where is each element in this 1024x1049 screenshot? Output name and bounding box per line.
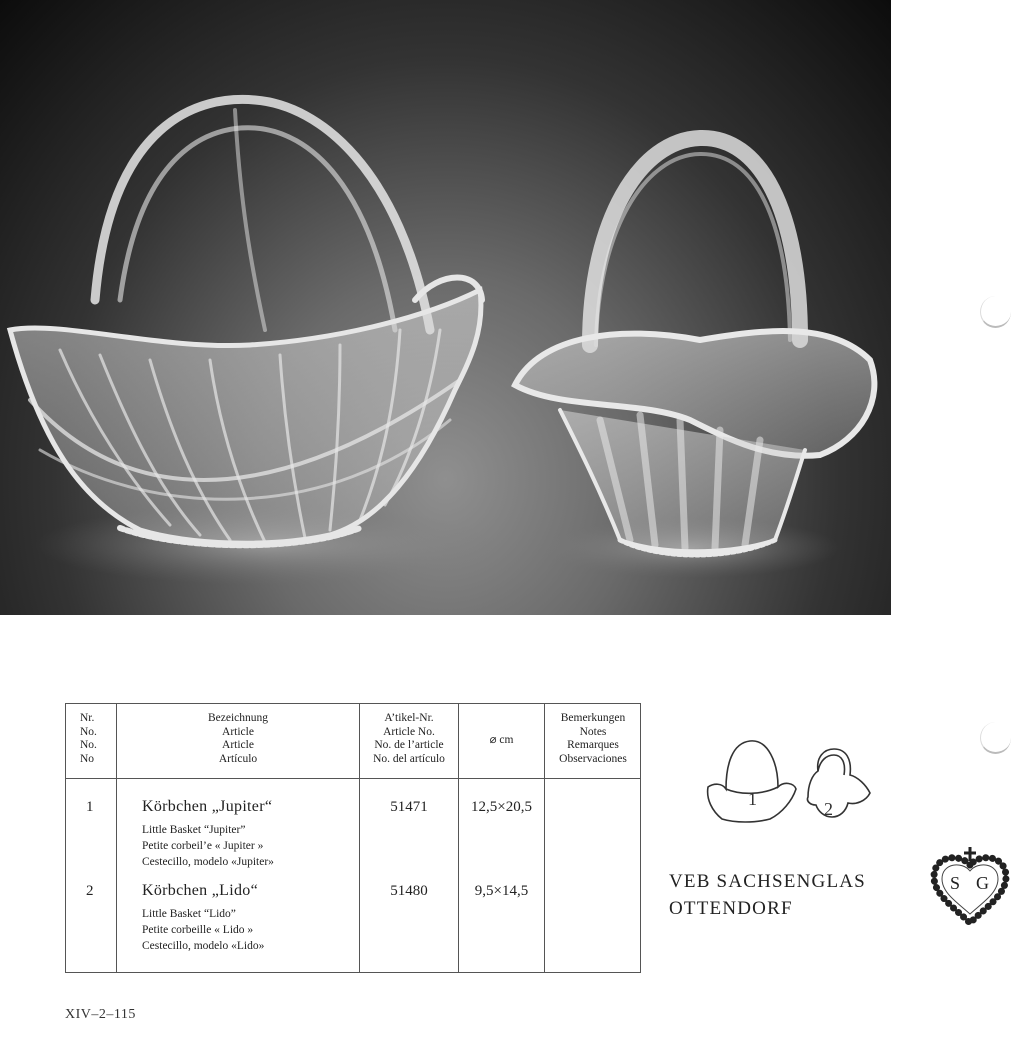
header-notes: Bemerkungen Notes Remarques Observaciones (559, 712, 627, 765)
logo-letter-s: S (950, 873, 961, 893)
row-2-article-no: 51480 (390, 883, 428, 899)
punch-hole-top (980, 296, 1011, 328)
row-1-nr: 1 (86, 799, 94, 815)
sketch-label-1: 1 (748, 789, 757, 809)
article-table (65, 703, 641, 973)
row-1-article-no: 51471 (390, 799, 428, 815)
row-1-size: 12,5×20,5 (471, 799, 532, 815)
header-separator (66, 778, 640, 779)
sachsenglas-heart-logo (926, 845, 1014, 927)
logo-letter-g: G (976, 873, 989, 893)
row-1-name: Körbchen „Jupiter“ (142, 798, 273, 815)
punch-hole-bottom (980, 722, 1011, 754)
sketch-label-2: 2 (824, 799, 833, 819)
header-article-no: A’tikel-Nr. Article No. No. de l’article No. del artículo (373, 712, 445, 765)
row-1-translations: Little Basket “Jupiter” Petite corbeil’e « Jupiter » Cestecillo, modelo «Jupiter» (142, 824, 274, 868)
basket-lido (515, 138, 874, 555)
basket-outline-sketch (700, 735, 880, 830)
row-2-translations: Little Basket “Lido” Petite corbeille « Lido » Cestecillo, modelo «Lido» (142, 908, 265, 952)
basket-jupiter (10, 99, 482, 545)
catalog-page-code: XIV–2–115 (65, 1007, 136, 1022)
company-name: VEB SACHSENGLAS OTTENDORF (669, 871, 866, 919)
row-2-name: Körbchen „Lido“ (142, 882, 259, 899)
header-nr: Nr. No. No. No (80, 712, 97, 765)
header-name: Bezeichnung Article Article Artículo (207, 712, 269, 765)
header-diameter: ⌀ cm (489, 734, 514, 746)
row-2-size: 9,5×14,5 (474, 883, 529, 899)
row-2-nr: 2 (86, 883, 94, 899)
